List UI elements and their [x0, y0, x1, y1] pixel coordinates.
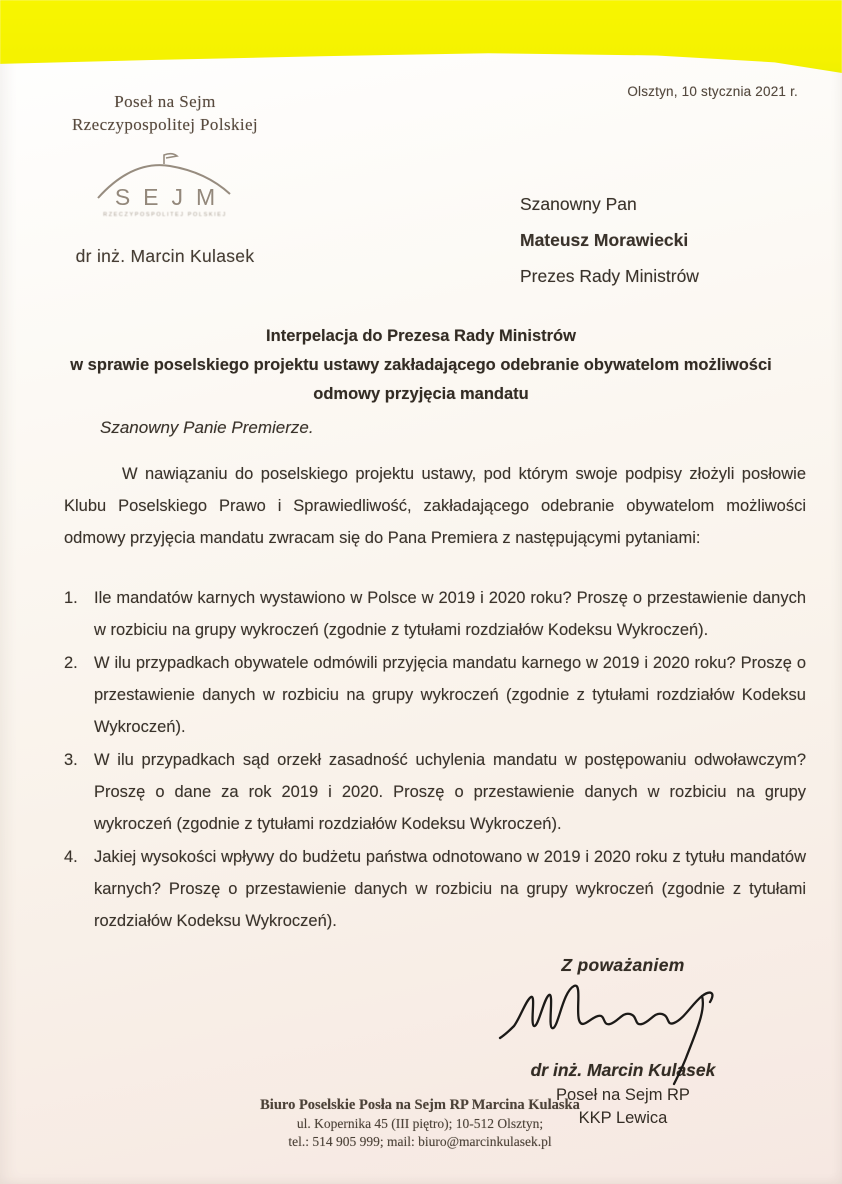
addressee-title: Prezes Rady Ministrów: [520, 266, 699, 286]
question-number: 2.: [64, 654, 78, 672]
question-text: Ile mandatów karnych wystawiono w Polsce w 2019 i 2020 roku? Proszę o przestawienie danych w rozbiciu na grupy wykroczeń (zgodnie z tytułami rozdziałów Kodeksu Wykroczeń).: [94, 589, 806, 639]
signer-title: Poseł na Sejm RP: [556, 1086, 690, 1104]
addressee-greeting: Szanowny Pan: [520, 194, 637, 214]
document-title-line1: Interpelacja do Prezesa Rady Ministrów: [266, 327, 576, 345]
intro-paragraph: W nawiązaniu do poselskiego projektu ustawy, pod którym swoje podpisy złożyli posłowie Klubu Poselskiego Prawo i Sprawiedliwość, zakładającego odebranie obywatelom możliwości odmowy przyjęcia mandatu zwracam się do Pana Premiera z następującymi pytaniami:: [64, 465, 806, 547]
addressee-block: [520, 186, 699, 294]
sejm-logo-word: SEJM: [114, 184, 229, 210]
signature-icon: [496, 980, 736, 1058]
deputy-name: dr inż. Marcin Kulasek: [75, 246, 255, 266]
scanner-yellow-band: [0, 0, 842, 76]
letterhead-line2: Rzeczypospolitej Polskiej: [71, 115, 259, 134]
letterhead: [40, 90, 290, 267]
date-line: Olsztyn, 10 stycznia 2021 r.: [627, 84, 798, 99]
question-number: 4.: [64, 848, 78, 866]
question-number: 3.: [64, 751, 78, 769]
question-item: [64, 841, 806, 937]
footer-contact: tel.: 514 905 999; mail: biuro@marcinkulasek.pl: [288, 1134, 552, 1149]
question-text: W ilu przypadkach obywatele odmówili przyjęcia mandatu karnego w 2019 i 2020 roku? Proszę o przestawienie danych w rozbiciu na grupy wykroczeń (zgodnie z tytułami rozdziałów Kodeksu Wykroczeń).: [94, 654, 806, 736]
valediction: Z poważaniem: [561, 955, 685, 975]
signer-club: KKP Lewica: [578, 1109, 668, 1127]
question-text: Jakiej wysokości wpływy do budżetu państwa odnotowano w 2019 i 2020 roku z tytułu mandatów karnych? Proszę o przestawienie danych w rozbiciu na grupy wykroczeń (zgodnie z tytułami rozdziałów Kodeksu Wykroczeń).: [94, 848, 806, 930]
salutation: Szanowny Panie Premierze.: [100, 418, 314, 437]
question-item: [64, 582, 806, 646]
letterhead-line1: Poseł na Sejm: [114, 92, 216, 111]
questions-list: [64, 582, 806, 938]
sejm-logo: [80, 150, 250, 228]
document-title-line2: w sprawie poselskiego projektu ustawy zakładającego odebranie obywatelom możliwości odmowy przyjęcia mandatu: [70, 356, 772, 403]
sejm-logo-subtext: RZECZYPOSPOLITEJ POLSKIEJ: [103, 212, 227, 218]
question-item: [64, 647, 806, 743]
question-item: [64, 744, 806, 840]
footer-address: ul. Kopernika 45 (III piętro); 10-512 Olsztyn;: [296, 1116, 544, 1131]
question-text: W ilu przypadkach sąd orzekł zasadność uchylenia mandatu w postępowaniu odwoławczym? Proszę o dane za rok 2019 i 2020. Proszę o przestawienie danych w rozbiciu na grupy wykroczeń (zgodnie z tytułami rozdziałów Kodeksu Wykroczeń).: [94, 751, 806, 833]
addressee-name: Mateusz Morawiecki: [520, 230, 689, 250]
handwritten-signature: [478, 980, 768, 1058]
question-number: 1.: [64, 589, 78, 607]
signer-name: dr inż. Marcin Kulasek: [530, 1060, 716, 1080]
document-title: [41, 322, 801, 409]
office-footer: [120, 1096, 720, 1151]
footer-office-name: Biuro Poselskie Posła na Sejm RP Marcina Kulaska: [260, 1097, 580, 1113]
